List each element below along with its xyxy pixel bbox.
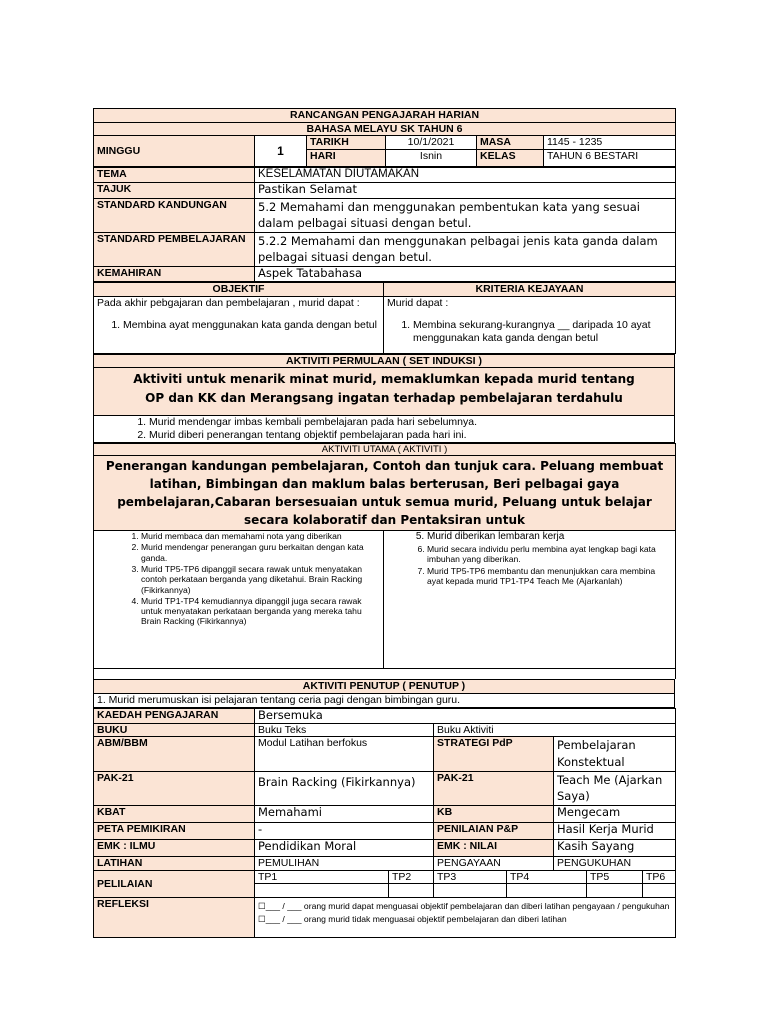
tema-label: TEMA: [94, 168, 255, 183]
pak21-value-2: Teach Me (Ajarkan Saya): [554, 771, 676, 805]
utama-item: 1. Murid membaca dan memahami nota yang diberikan: [141, 531, 380, 541]
penutup-header: AKTIVITI PENUTUP ( PENUTUP ): [94, 680, 675, 694]
utama-desc: Penerangan kandungan pembelajaran, Contoh dan tunjuk cara. Peluang membuat latihan, Bimbingan dan maklum balas berterusan, Beri pelbagai gaya pembelajaran,Cabaran bersesuaian untuk semua murid, Peluang untuk belajar secara kolaboratif dan Pentaksiran untuk: [94, 455, 676, 530]
tp-header: TP6: [643, 870, 676, 884]
utama-header: AKTIVITI UTAMA ( AKTIVITI ): [94, 443, 676, 455]
refleksi-cell: [255, 898, 676, 938]
emk-ilmu-label: EMK : ILMU: [94, 839, 255, 856]
utama-right-cell: [384, 530, 676, 668]
kemahiran-value: Aspek Tatabahasa: [255, 267, 676, 282]
utama-item: 4. Murid TP1-TP4 kemudiannya dipanggil juga secara rawak untuk menyatakan perkataan berganda yang mereka tahu Brain Racking (Fikirkannya): [141, 596, 380, 627]
kbat-value: Memahami: [255, 805, 434, 822]
utama-item: 3. Murid TP5-TP6 dipanggil secara rawak untuk menyatakan contoh perkataan berganda yang diketahui. Brain Racking (Fikirkannya): [141, 564, 380, 595]
hari-value: Isnin: [386, 150, 477, 167]
penutup-text: 1. Murid merumuskan isi pelajaran tentang ceria pagi dengan bimbingan guru.: [94, 694, 675, 708]
tp-cell[interactable]: [434, 884, 507, 898]
tp-header: TP4: [507, 870, 587, 884]
utama-item: 5. Murid diberikan lembaran kerja: [427, 531, 672, 543]
objektif-item: 1. Membina ayat menggunakan kata ganda dengan betul: [123, 319, 380, 332]
sp-label: STANDARD PEMBELAJARAN: [94, 233, 255, 267]
masa-value: 1145 - 1235: [544, 136, 676, 150]
permulaan-list-cell: [94, 416, 675, 442]
tp-cell[interactable]: [255, 884, 389, 898]
utama-item: 7. Murid TP5-TP6 membantu dan menunjukkan cara membina ayat kepada murid TP1-TP4 Teach Me (Ajarkanlah): [427, 566, 672, 587]
penutup-table: [93, 679, 675, 707]
pelilaian-label: PELILAIAN: [94, 870, 255, 898]
abm-label: ABM/BBM: [94, 737, 255, 771]
utama-table: [93, 443, 676, 680]
tp-header: TP1: [255, 870, 389, 884]
pengayaan-label: PENGAYAAN: [434, 856, 554, 870]
pak21-value: Brain Racking (Fikirkannya): [255, 771, 434, 805]
permulaan-desc: Aktiviti untuk menarik minat murid, memaklumkan kepada murid tentang OP dan KK dan Merangsang ingatan terhadap pembelajaran terdahulu: [94, 368, 675, 416]
kelas-label: KELAS: [477, 150, 544, 167]
utama-left-cell: [94, 530, 384, 668]
pak21-label: PAK-21: [94, 771, 255, 805]
buku-teks: Buku Teks: [255, 723, 434, 737]
pemulihan-label: PEMULIHAN: [255, 856, 434, 870]
pengukuhan-label: PENGUKUHAN: [554, 856, 676, 870]
tp-header: TP5: [587, 870, 643, 884]
header-table: [93, 108, 676, 167]
refleksi-line: ☐___ / ___ orang murid tidak menguasai objektif pembelajaran dan diberi latihan: [258, 913, 567, 924]
permulaan-item: 2. Murid diberi penerangan tentang objektif pembelajaran pada hari ini.: [149, 429, 671, 442]
objektif-header: OBJEKTIF: [94, 283, 384, 297]
minggu-value: 1: [255, 136, 307, 167]
permulaan-item: 1. Murid mendengar imbas kembali pembelajaran pada hari sebelumnya.: [149, 416, 671, 429]
pak21-label-2: PAK-21: [434, 771, 554, 805]
emk-nilai-label: EMK : NILAI: [434, 839, 554, 856]
sk-label: STANDARD KANDUNGAN: [94, 199, 255, 233]
masa-label: MASA: [477, 136, 544, 150]
tarikh-value: 10/1/2021: [386, 136, 477, 150]
kb-label: KB: [434, 805, 554, 822]
tarikh-label: TARIKH: [307, 136, 386, 150]
sk-value: 5.2 Memahami dan menggunakan pembentukan kata yang sesuai dalam pelbagai situasi dengan betul.: [255, 199, 676, 233]
tp-header: TP3: [434, 870, 507, 884]
emk-nilai-value: Kasih Sayang: [554, 839, 676, 856]
tajuk-label: TAJUK: [94, 183, 255, 199]
buku-aktiviti: Buku Aktiviti: [434, 723, 676, 737]
latihan-label: LATIHAN: [94, 856, 255, 870]
strategi-label: STRATEGI PdP: [434, 737, 554, 771]
utama-item: 2. Murid mendengar penerangan guru berkaitan dengan kata ganda.: [141, 542, 380, 563]
tajuk-value: Pastikan Selamat: [255, 183, 676, 199]
kriteria-intro: Murid dapat :: [387, 296, 449, 309]
hari-label: HARI: [307, 150, 386, 167]
refleksi-label: REFLEKSI: [94, 898, 255, 938]
tp-cell[interactable]: [587, 884, 643, 898]
kaedah-label: KAEDAH PENGAJARAN: [94, 708, 255, 723]
sp-value: 5.2.2 Memahami dan menggunakan pelbagai jenis kata ganda dalam pelbagai situasi dengan betul.: [255, 233, 676, 267]
permulaan-header: AKTIVITI PERMULAAN ( SET INDUKSI ): [94, 354, 675, 368]
peta-value: -: [255, 822, 434, 839]
content-table: [93, 167, 676, 282]
kaedah-value: Bersemuka: [255, 708, 676, 723]
tp-cell[interactable]: [643, 884, 676, 898]
buku-label: BUKU: [94, 723, 255, 737]
objektif-table: [93, 282, 676, 354]
bottom-table: [93, 708, 676, 938]
peta-label: PETA PEMIKIRAN: [94, 822, 255, 839]
doc-title: RANCANGAN PENGAJARAH HARIAN: [94, 109, 676, 123]
kriteria-cell: [384, 296, 676, 353]
minggu-label: MINGGU: [94, 136, 255, 167]
tp-header: TP2: [389, 870, 434, 884]
penilaian-value: Hasil Kerja Murid: [554, 822, 676, 839]
tp-cell[interactable]: [389, 884, 434, 898]
kriteria-item: 1. Membina sekurang-kurangnya __ daripada 10 ayat menggunakan kata ganda dengan betul: [413, 319, 672, 344]
kelas-value: TAHUN 6 BESTARI: [544, 150, 676, 167]
penilaian-label: PENILAIAN P&P: [434, 822, 554, 839]
tema-value: KESELAMATAN DIUTAMAKAN: [255, 168, 676, 183]
emk-ilmu-value: Pendidikan Moral: [255, 839, 434, 856]
doc-subtitle: BAHASA MELAYU SK TAHUN 6: [94, 122, 676, 136]
kb-value: Mengecam: [554, 805, 676, 822]
abm-value: Modul Latihan berfokus: [255, 737, 434, 771]
utama-spacer: [94, 668, 676, 679]
tp-cell[interactable]: [507, 884, 587, 898]
rph-sheet: [93, 108, 675, 938]
kemahiran-label: KEMAHIRAN: [94, 267, 255, 282]
objektif-intro: Pada akhir pebgajaran dan pembelajaran , murid dapat :: [97, 296, 360, 309]
refleksi-line: ☐___ / ___ orang murid dapat menguasai objektif pembelajaran dan diberi latihan pengayaan / pengukuhan: [258, 901, 670, 912]
permulaan-table: [93, 354, 675, 443]
kriteria-header: KRITERIA KEJAYAAN: [384, 283, 676, 297]
kbat-label: KBAT: [94, 805, 255, 822]
strategi-value: Pembelajaran Konstektual: [554, 737, 676, 771]
utama-item: 6. Murid secara individu perlu membina ayat lengkap bagi kata imbuhan yang diberikan.: [427, 544, 672, 565]
objektif-cell: [94, 296, 384, 353]
